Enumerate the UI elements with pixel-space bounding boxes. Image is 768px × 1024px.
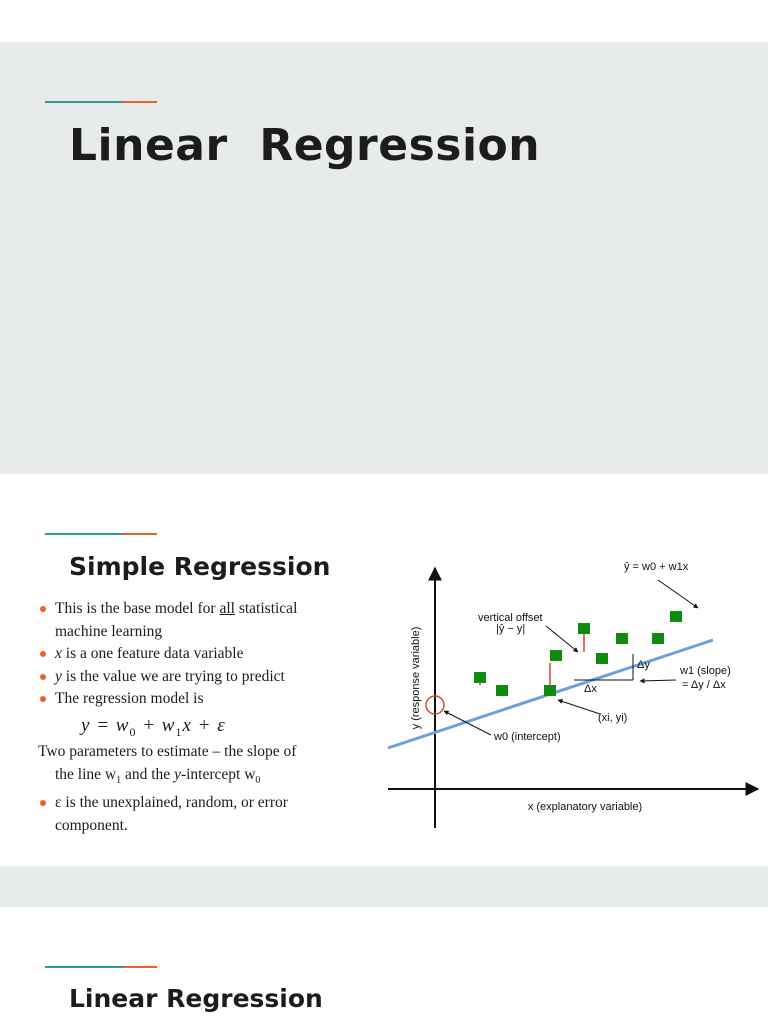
offset-arrow bbox=[546, 626, 578, 652]
slide-body bbox=[38, 598, 368, 837]
simple-regression-slide bbox=[0, 474, 768, 866]
slope-label: w1 (slope) bbox=[680, 665, 731, 677]
slope-sublabel: = Δy / Δx bbox=[682, 679, 726, 691]
intercept-label: w0 (intercept) bbox=[494, 731, 561, 743]
slide-title: Simple Regression bbox=[69, 552, 331, 581]
bullet-base-model-cont: machine learning bbox=[55, 622, 163, 640]
data-point bbox=[496, 685, 508, 696]
section-accent-line bbox=[45, 966, 157, 968]
bullet-error-term-cont: component. bbox=[55, 816, 128, 834]
point-arrow bbox=[558, 700, 600, 714]
y-axis-label: y (response variable) bbox=[410, 626, 422, 730]
slide-divider bbox=[0, 866, 768, 907]
offset-sublabel: |ŷ − y| bbox=[496, 623, 526, 635]
data-point bbox=[596, 653, 608, 664]
data-point bbox=[550, 650, 562, 661]
data-point bbox=[616, 633, 628, 644]
bullet-model-intro: The regression model is bbox=[38, 688, 368, 711]
bullet-error-term: ε is the unexplained, random, or error bbox=[38, 792, 368, 815]
equation-label: ŷ = w0 + w1x bbox=[624, 561, 689, 573]
bullet-y-variable: y is the value we are trying to predict bbox=[38, 666, 368, 689]
title-slide bbox=[0, 42, 768, 474]
top-margin bbox=[0, 0, 768, 42]
regression-equation: $y = w_0 + w_1x + \varepsilon$ bbox=[81, 714, 226, 739]
data-point bbox=[544, 685, 556, 696]
data-point bbox=[474, 672, 486, 683]
linear-regression-slide bbox=[0, 907, 768, 1024]
dy-label: Δy bbox=[637, 659, 650, 671]
bullet-x-variable: x is a one feature data variable bbox=[38, 643, 368, 666]
slide-title: Linear Regression bbox=[69, 984, 323, 1013]
data-point bbox=[578, 623, 590, 634]
section-accent-line bbox=[45, 533, 157, 535]
offset-label: vertical offset bbox=[478, 612, 543, 624]
bullet-base-model: This is the base model for all statistical bbox=[38, 598, 368, 621]
equation-arrow bbox=[658, 580, 698, 608]
point-label: (xi, yi) bbox=[598, 712, 628, 724]
title-accent-line bbox=[45, 101, 157, 103]
x-axis-label: x (explanatory variable) bbox=[527, 801, 643, 813]
regression-diagram bbox=[378, 560, 768, 834]
slope-arrow bbox=[640, 680, 676, 681]
data-point bbox=[652, 633, 664, 644]
parameters-note: Two parameters to estimate – the slope of bbox=[38, 742, 297, 760]
dx-label: Δx bbox=[584, 683, 597, 695]
parameters-note-cont: the line $w_1$ and the y-intercept $w_0$ bbox=[55, 765, 261, 786]
slide-title: Linear Regression bbox=[69, 120, 541, 171]
data-point bbox=[670, 611, 682, 622]
